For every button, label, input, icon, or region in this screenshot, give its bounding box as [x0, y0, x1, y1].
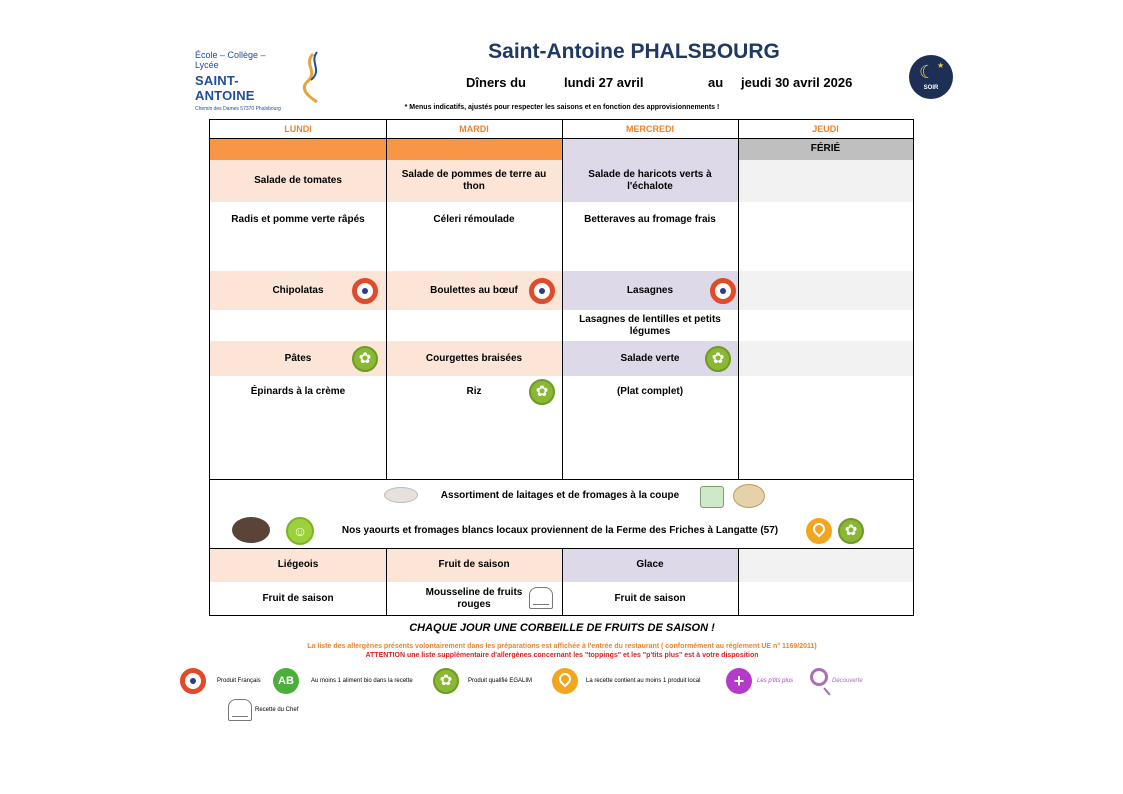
lundi-acc2: Épinards à la crème [250, 386, 346, 397]
jeudi-acc1 [738, 341, 913, 376]
page-title: Saint-Antoine PHALSBOURG [488, 40, 780, 63]
yogurt-bowl-icon [384, 487, 418, 503]
chef-hat-icon [529, 587, 553, 609]
egalim-icon [352, 346, 378, 372]
mardi-dessert2: Mousseline de fruits rouges [425, 586, 523, 610]
lundi-dessert1: Liégeois [210, 548, 386, 582]
date-from: lundi 27 avril [564, 75, 644, 90]
legend-egalim: Produit qualifié EGALIM [468, 678, 533, 684]
lundi-entree2: Radis et pomme verte râpés [231, 214, 365, 225]
legend-chef: Recette du Chef [255, 707, 299, 713]
legend-bio: Au moins 1 aliment bio dans la recette [311, 678, 413, 684]
mardi-plat1: Boulettes au bœuf [386, 271, 562, 310]
grid-line [562, 120, 563, 479]
decouverte-handle [823, 687, 830, 695]
cheese-box-icon [700, 486, 724, 508]
legend-francais: Produit Français [217, 678, 261, 684]
egalim-icon [705, 346, 731, 372]
disclaimer: * Menus indicatifs, ajustés pour respecter les saisons et en fonction des approvisionnements ! [404, 104, 720, 111]
dairy-line1: Assortiment de laitages et de fromages à la coupe [440, 490, 680, 501]
egalim-icon [838, 518, 864, 544]
lundi-dessert2: Fruit de saison [262, 592, 334, 604]
mardi-acc2: Riz [466, 386, 482, 397]
chef-hat-icon [228, 699, 252, 721]
decouverte-icon [810, 668, 828, 686]
dairy-line2: Nos yaourts et fromages blancs locaux proviennent de la Ferme des Friches à Langatte (57) [341, 525, 779, 536]
cheese-wedges-icon [733, 484, 765, 508]
egalim-icon [433, 668, 459, 694]
mercredi-plat2: Lasagnes de lentilles et petits légumes [579, 313, 721, 337]
lundi-plat1: Chipolatas [210, 271, 386, 310]
band-mercredi [562, 138, 738, 160]
grid-line [210, 479, 913, 480]
french-product-icon [529, 278, 555, 304]
menu-grid [209, 119, 914, 616]
farm-animals-icon [232, 517, 270, 543]
mercredi-acc1: Salade verte [562, 341, 738, 376]
lundi-acc1: Pâtes [210, 341, 386, 376]
french-product-icon [710, 278, 736, 304]
grid-line [738, 120, 739, 479]
french-product-icon [180, 668, 206, 694]
band-lundi [210, 138, 386, 160]
legend-ptits-plus: Les p'tits plus [757, 678, 794, 684]
legend-local: La recette contient au moins 1 produit local [586, 678, 701, 684]
ferme-friches-icon [286, 517, 314, 545]
mercredi-acc2: (Plat complet) [616, 386, 684, 397]
day-header-lundi: LUNDI [284, 123, 312, 134]
mercredi-dessert1: Glace [562, 548, 738, 582]
day-header-mardi: MARDI [459, 123, 489, 134]
bio-ab-icon: AB [273, 668, 299, 694]
jeudi-ferie: FÉRIÉ [738, 138, 913, 160]
band-mardi [386, 138, 562, 160]
attention-notice: ATTENTION une liste supplémentaire d'allergènes concernant les "toppings" et les "p'tits plus" est à votre disposition [365, 652, 759, 659]
french-product-icon [352, 278, 378, 304]
mardi-entree1: Salade de pommes de terre au thon [386, 160, 562, 202]
local-product-icon [806, 518, 832, 544]
mercredi-entree2: Betteraves au fromage frais [584, 214, 716, 225]
mercredi-entree1: Salade de haricots verts à l'échalote [562, 160, 738, 202]
au-label: au [708, 75, 724, 90]
mercredi-plat1: Lasagnes [562, 271, 738, 310]
grid-line [738, 548, 739, 615]
ptits-plus-icon: + [726, 668, 752, 694]
lundi-entree1: Salade de tomates [210, 160, 386, 202]
school-logo [195, 50, 330, 112]
jeudi-dessert1 [738, 548, 913, 582]
mercredi-dessert2: Fruit de saison [614, 592, 686, 604]
logo-line2: SAINT-ANTOINE [195, 73, 255, 103]
logo-line1: École – Collège – Lycée [195, 50, 266, 70]
egalim-icon [529, 379, 555, 405]
jeudi-entree1 [738, 160, 913, 202]
day-header-mercredi: MERCREDI [625, 123, 674, 134]
date-to: jeudi 30 avril 2026 [741, 75, 853, 90]
grid-line [386, 548, 387, 615]
star-icon: ★ [937, 61, 945, 70]
moon-icon: ☾ [919, 62, 936, 82]
grid-line [562, 548, 563, 615]
local-product-icon [552, 668, 578, 694]
jeudi-plat1 [738, 271, 913, 310]
day-header-jeudi: JEUDI [812, 123, 839, 134]
mardi-acc1: Courgettes braisées [386, 341, 562, 376]
mardi-entree2: Céleri rémoulade [433, 214, 515, 225]
grid-line [386, 120, 387, 479]
fruits-banner: CHAQUE JOUR UNE CORBEILLE DE FRUITS DE SAISON ! [409, 622, 715, 634]
logo-swirl-icon [295, 50, 325, 105]
diners-label: Dîners du [466, 75, 526, 90]
allergen-notice: La liste des allergènes présents volontairement dans les préparations est affichée à l'entrée du restaurant ( conformément au règlement UE n° 1169/2011) [307, 643, 817, 650]
soir-label: SOIR [923, 85, 939, 91]
logo-line3: Chemin des Dames 57370 Phalsbourg [195, 106, 281, 112]
mardi-dessert1: Fruit de saison [386, 548, 562, 582]
legend-decouverte: Découverte [832, 678, 863, 684]
soir-badge [909, 55, 953, 99]
